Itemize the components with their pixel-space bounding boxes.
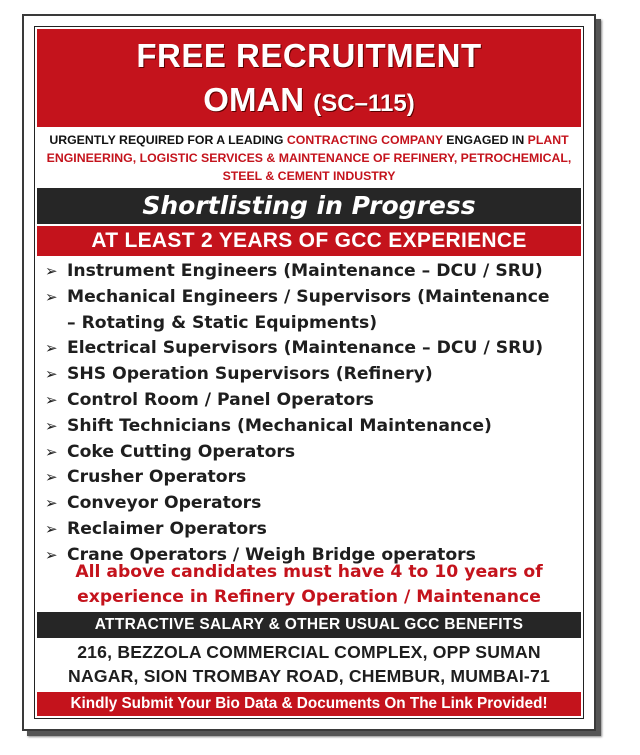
headline-country xyxy=(37,81,581,119)
position-title: Electrical Supervisors (Maintenance – DCU / SRU) xyxy=(67,338,544,359)
position-title: SHS Operation Supervisors (Refinery) xyxy=(67,364,433,385)
arrow-bullet-icon: ➢ xyxy=(45,287,58,306)
arrow-bullet-icon: ➢ xyxy=(45,545,58,564)
intro-text-1: URGENTLY REQUIRED FOR A LEADING xyxy=(49,133,287,147)
experience-note-line: All above candidates must have 4 to 10 years of xyxy=(75,562,543,582)
intro-highlight-company: CONTRACTING COMPANY xyxy=(286,133,443,147)
arrow-bullet-icon: ➢ xyxy=(45,339,58,358)
position-item xyxy=(43,259,577,285)
position-item xyxy=(43,388,577,414)
shortlisting-banner: Shortlisting in Progress xyxy=(37,188,581,224)
arrow-bullet-icon: ➢ xyxy=(45,442,58,461)
position-title: Mechanical Engineers / Supervisors (Maintenance xyxy=(67,286,550,307)
position-title: Crane Operators / Weigh Bridge operators xyxy=(67,544,476,565)
arrow-bullet-icon: ➢ xyxy=(45,494,58,513)
position-item xyxy=(43,517,577,543)
position-title: Shift Technicians (Mechanical Maintenance) xyxy=(67,415,492,436)
position-title: Instrument Engineers (Maintenance – DCU / SRU) xyxy=(67,261,543,281)
address-line: 216, BEZZOLA COMMERCIAL COMPLEX, OPP SUMAN xyxy=(77,642,541,662)
headline-free-recruitment: FREE RECRUITMENT xyxy=(136,37,482,74)
intro-text-2: ENGAGED IN xyxy=(442,133,528,147)
arrow-bullet-icon: ➢ xyxy=(45,468,58,487)
position-title: Reclaimer Operators xyxy=(67,518,267,539)
intro-highlight-industries: PLANT ENGINEERING, LOGISTIC SERVICES & MAINTENANCE OF REFINERY, PETROCHEMICAL, STEEL & CEMENT INDUSTRY xyxy=(46,133,572,183)
position-title: – Rotating & Static Equipments) xyxy=(67,312,378,333)
position-title: Control Room / Panel Operators xyxy=(67,389,374,410)
arrow-bullet-icon: ➢ xyxy=(45,519,58,538)
position-item-continuation xyxy=(43,311,577,337)
gcc-experience-banner: AT LEAST 2 YEARS OF GCC EXPERIENCE xyxy=(37,226,581,256)
position-item xyxy=(43,336,577,362)
company-intro xyxy=(37,129,581,187)
position-title: Crusher Operators xyxy=(67,467,247,488)
header-banner xyxy=(37,29,581,127)
submit-documents-banner: Kindly Submit Your Bio Data & Documents On The Link Provided! xyxy=(37,692,581,716)
position-item xyxy=(43,491,577,517)
position-item xyxy=(43,440,577,466)
position-item xyxy=(43,465,577,491)
advertisement-inner-border xyxy=(34,26,584,719)
positions-list xyxy=(43,259,577,569)
benefits-banner: ATTRACTIVE SALARY & OTHER USUAL GCC BENEFITS xyxy=(37,612,581,638)
position-item xyxy=(43,414,577,440)
arrow-bullet-icon: ➢ xyxy=(45,390,58,409)
arrow-bullet-icon: ➢ xyxy=(45,365,58,384)
experience-note-line: experience in Refinery Operation / Maintenance xyxy=(77,587,541,607)
address-line: NAGAR, SION TROMBAY ROAD, CHEMBUR, MUMBAI-71 xyxy=(68,666,550,686)
country-name: OMAN xyxy=(203,81,305,118)
experience-requirement-note xyxy=(37,560,581,610)
arrow-bullet-icon: ➢ xyxy=(45,416,58,435)
position-title: Conveyor Operators xyxy=(67,493,262,514)
office-address xyxy=(37,640,581,688)
advertisement-frame xyxy=(22,14,596,731)
reference-code: (SC–115) xyxy=(313,90,415,117)
position-item xyxy=(43,285,577,311)
position-title: Coke Cutting Operators xyxy=(67,441,296,462)
position-item xyxy=(43,362,577,388)
arrow-bullet-icon: ➢ xyxy=(45,262,58,280)
